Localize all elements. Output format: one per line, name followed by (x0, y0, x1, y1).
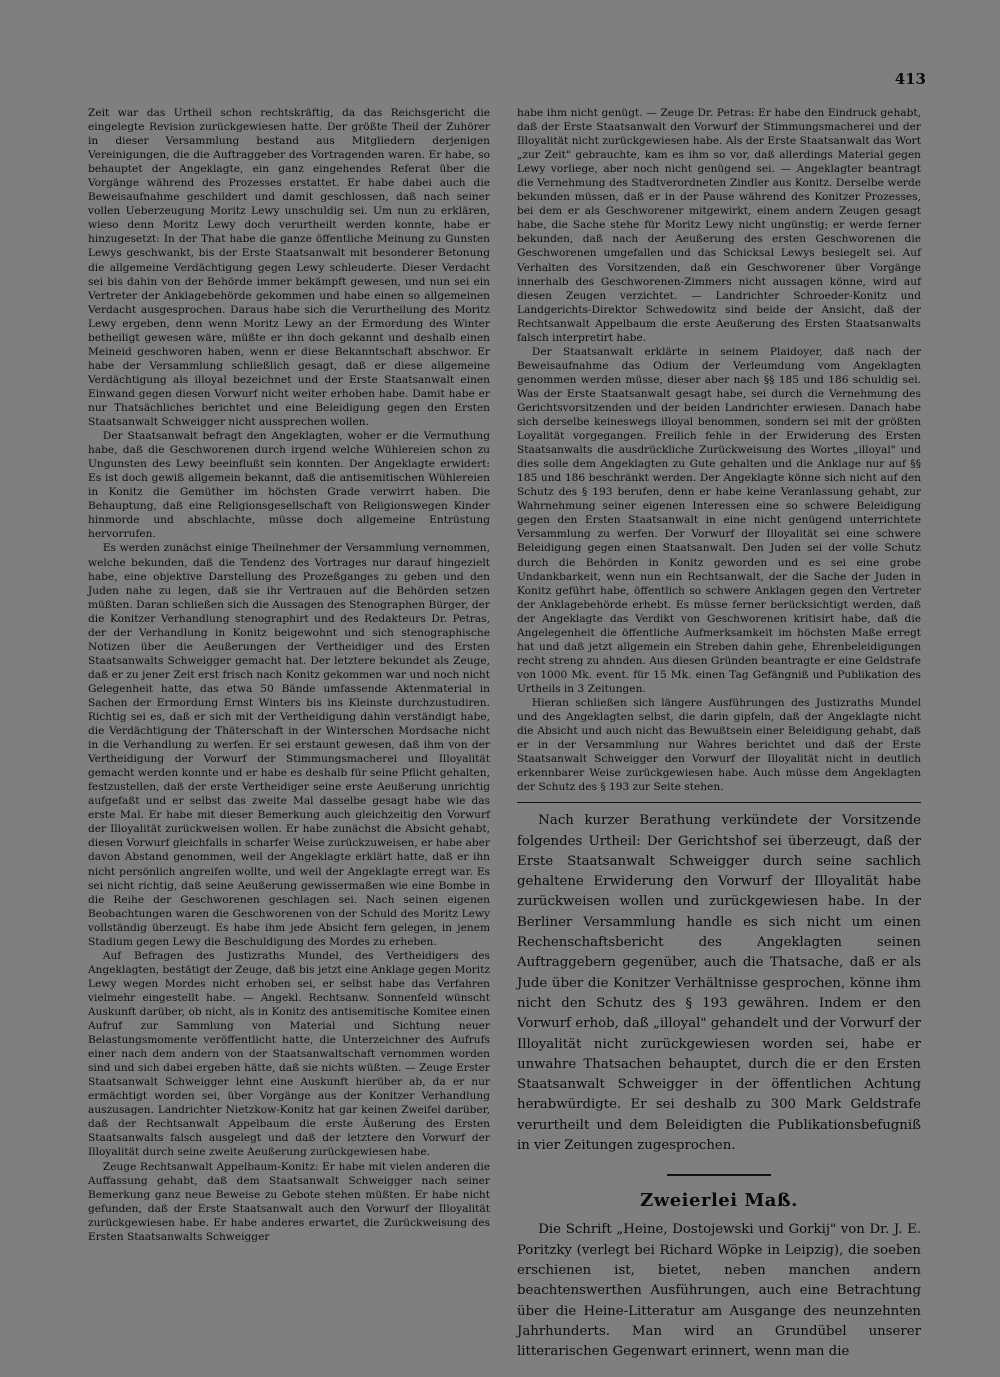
verdict-paragraph: Nach kurzer Berathung verkündete der Vorsitzende folgendes Urtheil: Der Gerichtshof sei überzeugt, daß der Erste Staatsanwalt Schweigger durch seine sachlich gehaltene Erwiderung den Vorwurf der Illoyalität habe zurückweisen wollen und zurückgewiesen habe. In der Berliner Versammlung handle es sich nicht um einen Rechenschaftsbericht des Angeklagten seinen Auftraggebern gegenüber, auch die Thatsache, daß er als Jude über die Konitzer Verhältnisse gesprochen, könne ihm nicht den Schutz des § 193 gewähren. Indem er den Vorwurf erhob, daß „illoyal" gehandelt und der Vorwurf der Illoyalität nicht zurückgewiesen worden sei, habe er unwahre Thatsachen behauptet, durch die er den Ersten Staatsanwalt Schweigger in der öffentlichen Achtung herabwürdigte. Er sei deshalb zu 300 Mark Geldstrafe verurtheilt und dem Beleidigten die Publikationsbefugniß in vier Zeitungen zugesprochen. (517, 813, 921, 1154)
article-paragraph: Der Staatsanwalt erklärte in seinem Plaidoyer, daß nach der Beweisaufnahme das Odium der Verleumdung vom Angeklagten genommen werden müsse, dieser aber nach §§ 185 und 186 schuldig sei. Was der Erste Staatsanwalt gesagt habe, sei durch die Vernehmung des Gerichtsvorsitzenden und der beiden Landrichter erwiesen. Danach habe sich derselbe keineswegs illoyal benommen, sondern sei mit der größten Loyalität vorgegangen. Freilich fehle in der Erwiderung des Ersten Staatsanwalts die ausdrückliche Zurückweisung des Wortes „illoyal" und dies solle dem Angeklagten zu Gute gehalten und die Anklage nur auf §§ 185 und 186 beschränkt werden. Der Angeklagte könne sich nicht auf den Schutz des § 193 berufen, denn er habe keine Veranlassung gehabt, zur Wahrnehmung seiner eigenen Interessen eine so schwere Beleidigung gegen den Ersten Staatsanwalt in eine nicht genügend unterrichtete Versammlung zu werfen. Der Vorwurf der Illoyalität sei eine schwere Beleidigung gegen einen Staatsanwalt. Den Juden sei der volle Schutz durch die Behörden in Konitz geworden und es sei eine grobe Undankbarkeit, wenn nun ein Rechtsanwalt, der die Sache der Juden in Konitz geführt habe, öffentlich so schwere Anklagen gegen den Vertreter der Anklagebehörde erhebt. Es müsse ferner berücksichtigt werden, daß der Angeklagte das Verdikt von Geschworenen kritisirt habe, daß die Angelegenheit die öffentliche Aufmerksamkeit im höchsten Maße erregt hat und daß jetzt allgemein ein Streben dahin gehe, Ehrenbeleidigungen recht streng zu ahnden. Aus diesen Gründen beantragte er eine Geldstrafe von 1000 Mk. event. für 15 Mk. einen Tag Gefängniß und Publikation des Urtheils in 3 Zeitungen. (517, 345, 921, 695)
section-heading: Zweierlei Maß. (640, 1190, 798, 1212)
article-paragraph: Auf Befragen des Justizraths Mundel, des Vertheidigers des Angeklagten, bestätigt der Zeuge, daß bis jetzt eine Anklage gegen Moritz Lewy wegen Mordes nicht erhoben sei, er selbst habe das Verfahren vielmehr eingestellt habe. — Angekl. Rechtsanw. Sonnenfeld wünscht Auskunft darüber, ob nicht, als in Konitz des antisemitische Komitee einen Aufruf zur Sammlung von Material und Sichtung neuer Belastungsmomente veröffentlicht hatte, die Unterzeichner des Aufrufs einer nach dem andern von der Staatsanwaltschaft vernommen worden sind und sich dabei ergeben hätte, daß sie nichts wüßten. — Zeuge Erster Staatsanwalt Schweigger lehnt eine Auskunft hierüber ab, da er nur ermächtigt worden sei, über Vorgänge aus der Konitzer Verhandlung auszusagen. Landrichter Nietzkow-Konitz hat gar keinen Zweifel darüber, daß der Rechtsanwalt Appelbaum die erste Äußerung des Ersten Staatsanwalts falsch ausgelegt und daß der letztere den Vorwurf der Illoyalität durch seine zweite Aeußerung zurückgewiesen habe. (88, 949, 490, 1159)
article-paragraph: Hieran schließen sich längere Ausführungen des Justizraths Mundel und des Angeklagten selbst, die darin gipfeln, daß der Angeklagte nicht die Absicht und auch nicht das Bewußtsein einer Beleidigung gehabt, daß er in der Versammlung nur Wahres berichtet und daß der Erste Staatsanwalt Schweigger den Vorwurf der Illoyalität nicht in deutlich erkennbarer Weise zurückgewiesen habe. Auch müsse dem Angeklagten der Schutz des § 193 zur Seite stehen. (517, 696, 921, 794)
article-paragraph: Der Staatsanwalt befragt den Angeklagten, woher er die Vermuthung habe, daß die Geschworenen durch irgend welche Wühlereien schon zu Ungunsten des Lewy beeinflußt sein konnten. Der Angeklagte erwidert: Es ist doch gewiß allgemein bekannt, daß die antisemitischen Wühlereien in Konitz die Gemüther im höchsten Grade verwirrt haben. Die Behauptung, daß eine Religionsgesellschaft von Religionswegen Kinder hinmorde und abschlachte, müsse doch allgemeine Entrüstung hervorrufen. (88, 430, 490, 541)
right-column (517, 106, 921, 1362)
section-divider (667, 1174, 771, 1176)
verdict-block (517, 811, 921, 1156)
new-article-block (517, 1220, 921, 1362)
article-paragraph: Zeit war das Urtheil schon rechtskräftig, da das Reichsgericht die eingelegte Revision zurückgewiesen hatte. Der größte Theil der Zuhörer in dieser Versammlung bestand aus Mitgliedern derjenigen Vereinigungen, die die Auftraggeber des Vortragenden waren. Er habe, so behauptet der Angeklagte, ein ganz eingehendes Referat über die Vorgänge während des Prozesses erstattet. Er habe dabei auch die Beweisaufnahme geschildert und damit geschlossen, daß nach seiner vollen Ueberzeugung Moritz Lewy unschuldig sei. Um nun zu erklären, wieso denn Moritz Lewy doch verurtheilt werden konnte, habe er hinzugesetzt: In der That habe die ganze öffentliche Meinung zu Gunsten Lewys geschwankt, bis der Erste Staatsanwalt mit besonderer Betonung die allgemeine Verdächtigung gegen Lewy schleuderte. Dieser Verdacht sei bis dahin von der Behörde immer bekämpft gewesen, und nun sei ein Vertreter der Anklagebehörde gekommen und habe einen so allgemeinen Verdacht ausgesprochen. Daraus habe sich die Verurtheilung des Moritz Lewy ergeben, denn wenn Moritz Lewy an der Ermordung des Winter betheiligt gewesen wäre, müßte er ihn doch gekannt und deshalb einen Meineid geschworen haben, wenn er diese Bekanntschaft abschwor. Er habe der Versammlung schließlich gesagt, daß er diese allgemeine Verdächtigung als illoyal bezeichnet und der Erste Staatsanwalt einen Einwand gegen diesen Vorwurf nicht weiter erhoben habe. Damit habe er nur Thatsächliches berichtet und eine Beleidigung gegen den Ersten Staatsanwalt Schweigger nicht aussprechen wollen. (88, 107, 490, 429)
column-rule (517, 802, 921, 803)
article-paragraph: habe ihm nicht genügt. — Zeuge Dr. Petras: Er habe den Eindruck gehabt, daß der Erste Staatsanwalt den Vorwurf der Stimmungsmacherei und der Illoyalität nicht zurückgewiesen habe. Als der Erste Staatsanwalt das Wort „zur Zeit" gebrauchte, kam es ihm so vor, daß allerdings Material gegen Lewy vorliege, aber noch nicht genügend sei. — Angeklagter beantragt die Vernehmung des Stadtverordneten Zindler aus Konitz. Derselbe werde bekunden müssen, daß er in der Pause während des Konitzer Prozesses, bei dem er als Geschworener mitgewirkt, einem andern Zeugen gesagt habe, die Sache stehe für Moritz Lewy nicht ungünstig; er werde ferner bekunden, daß nach der Aeußerung des ersten Geschworenen die Geschworenen umgefallen und das Schicksal Lewys besiegelt sei. Auf Verhalten des Vorsitzenden, daß ein Geschworener über Vorgänge innerhalb des Geschworenen-Zimmers nicht aussagen könne, wird auf diesen Zeugen verzichtet. — Landrichter Schroeder-Konitz und Landgerichts-Direktor Schwedowitz sind beide der Ansicht, daß der Rechtsanwalt Appelbaum die erste Aeußerung des Ersten Staatsanwalts falsch interpretirt habe. (517, 107, 921, 344)
article-paragraph: Die Schrift „Heine, Dostojewski und Gorkij" von Dr. J. E. Poritzky (verlegt bei Richard Wöpke in Leipzig), die soeben erschienen ist, bietet, neben manchen andern beachtenswerthen Ausführungen, auch eine Betrachtung über die Heine-Litteratur am Ausgange des neunzehnten Jahrhunderts. Man wird an Grundübel unserer litterarischen Gegenwart erinnert, wenn man die (517, 1222, 921, 1360)
court-report-continuation (517, 106, 921, 794)
page-number: 413 (894, 70, 926, 88)
left-column (88, 106, 490, 1244)
article-paragraph: Es werden zunächst einige Theilnehmer der Versammlung vernommen, welche bekunden, daß die Tendenz des Vortrages nur darauf hingezielt habe, eine objektive Darstellung des Prozeßganges zu geben und den Juden nahe zu legen, daß sie ihr Vertrauen auf die Behörden setzen müßten. Daran schließen sich die Aussagen des Stenographen Bürger, der die Konitzer Verhandlung stenographirt und des Redakteurs Dr. Petras, der der Verhandlung in Konitz beigewohnt und sich stenographische Notizen über die Aeußerungen der Vertheidiger und des Ersten Staatsanwalts Schweigger gemacht hat. Der letztere bekundet als Zeuge, daß er zu jener Zeit erst frisch nach Konitz gekommen war und noch nicht Gelegenheit hatte, das etwa 50 Bände umfassende Aktenmaterial in Sachen der Ermordung Ernst Winters bis ins Kleinste durchzustudiren. Richtig sei es, daß er sich mit der Vertheidigung dahin verständigt habe, die Verdächtigung der Thäterschaft in der Winterschen Mordsache nicht in die Verhandlung zu werfen. Er sei erstaunt gewesen, daß ihm von der Vertheidigung der Vorwurf der Stimmungsmacherei und Illoyalität gemacht werden konnte und er habe es deshalb für seine Pflicht gehalten, festzustellen, daß der erste Vertheidiger seine erste Aeußerung unrichtig aufgefaßt und er selbst das zweite Mal dasselbe gesagt habe wie das erste Mal. Er habe mit dieser Bemerkung auch gleichzeitig den Vorwurf der Illoyalität zurückweisen wollen. Er habe zunächst die Absicht gehabt, diesen Vorwurf gleichfalls in scharfer Weise zurückzuweisen, er habe aber davon Abstand genommen, weil der Angeklagte erklärt hatte, daß er ihn nicht persönlich angreifen wollte, und weil der Angeklagte erregt war. Es sei nicht richtig, daß seine Aeußerung gewissermaßen wie eine Bombe in die Reihe der Geschworenen geschlagen sei. Nach seinen eigenen Beobachtungen waren die Geschworenen von der Schuld des Moritz Lewy vollständig überzeugt. Es habe ihm jede Absicht fern gelegen, in jenem Stadium gegen Lewy die Beschuldigung des Mordes zu erheben. (88, 542, 490, 948)
article-paragraph: Zeuge Rechtsanwalt Appelbaum-Konitz: Er habe mit vielen anderen die Auffassung gehabt, daß dem Staatsanwalt Schweigger nach seiner Bemerkung ganz neue Beweise zu Gebote stehen müßten. Er habe nicht gefunden, daß der Erste Staatsanwalt auch den Vorwurf der Illoyalität zurückgewiesen habe. Er habe anderes erwartet, die Zurückweisung des Ersten Staatsanwalts Schweigger (88, 1160, 490, 1243)
